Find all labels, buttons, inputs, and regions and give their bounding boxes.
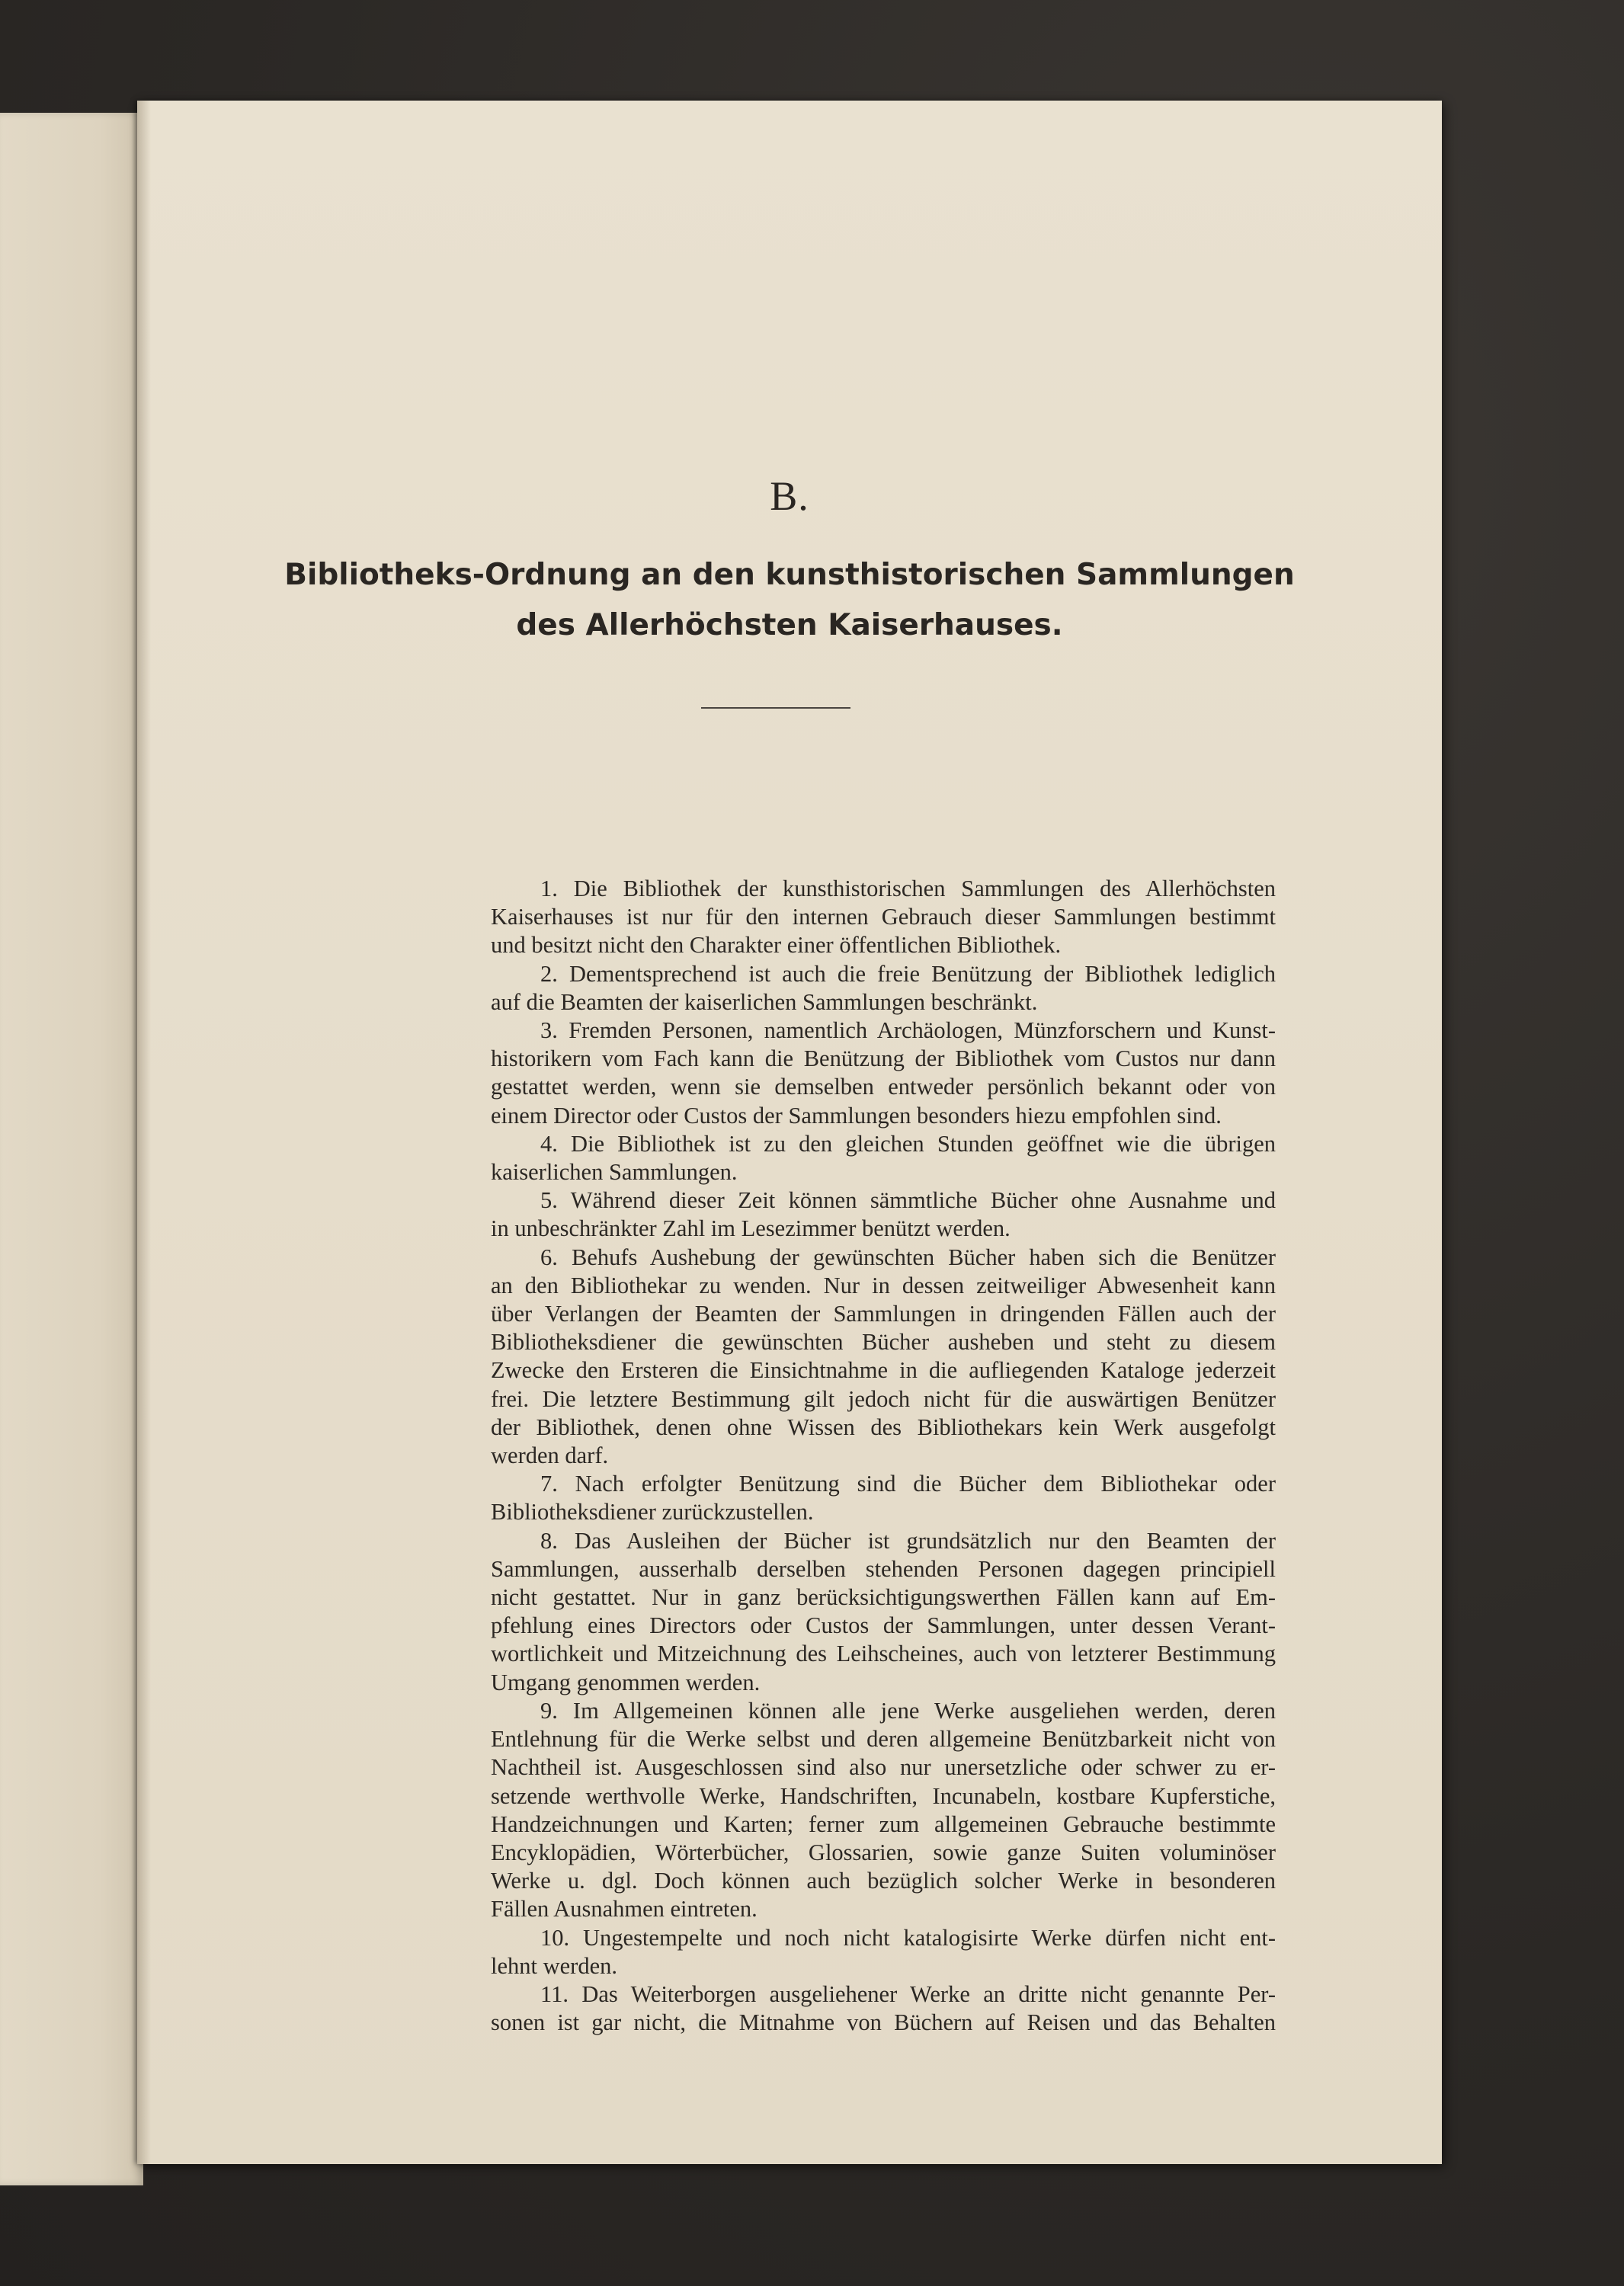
body-line: lehnt werden.: [491, 1952, 617, 1979]
body-line: einem Director oder Custos der Sammlungen besonders hiezu empfohlen sind.: [491, 1102, 1222, 1129]
body-line: Handzeichnungen und Karten; ferner zum allgemeinen Gebrauche bestimmte: [491, 1811, 1276, 1837]
body-line: Bibliotheksdiener zurückzustellen.: [491, 1499, 814, 1526]
document-page: [137, 101, 1442, 2164]
body-line: wortlichkeit und Mitzeichnung des Leihscheines, auch von letzterer Bestimmung: [491, 1641, 1276, 1667]
body-line: Nachtheil ist. Ausgeschlossen sind also nur unersetzliche oder schwer zu er-: [491, 1754, 1276, 1781]
body-line: in unbeschränkter Zahl im Lesezimmer benützt werden.: [491, 1215, 1011, 1242]
body-line: Entlehnung für die Werke selbst und deren allgemeine Benützbarkeit nicht von: [491, 1726, 1276, 1753]
body-line: 6. Behufs Aushebung der gewünschten Bücher haben sich die Benützer: [540, 1244, 1276, 1270]
facing-page-edge: [0, 113, 143, 2185]
body-line: 1. Die Bibliothek der kunsthistorischen Sammlungen des Allerhöchsten: [540, 876, 1276, 901]
document-title: [137, 550, 1442, 651]
title-divider: [701, 707, 850, 709]
body-line: Umgang genommen werden.: [491, 1669, 761, 1695]
body-line: nicht gestattet. Nur in ganz berücksichtigungswerthen Fällen kann auf Em-: [491, 1584, 1276, 1611]
body-line: über Verlangen der Beamten der Sammlungen in dringenden Fällen auch der: [491, 1301, 1276, 1327]
body-line: der Bibliothek, denen ohne Wissen des Bibliothekars kein Werk ausgefolgt: [491, 1414, 1276, 1440]
title-line: des Allerhöchsten Kaiserhauses.: [516, 608, 1063, 642]
body-line: Sammlungen, ausserhalb derselben stehenden Personen dagegen principiell: [491, 1555, 1276, 1582]
body-line: 3. Fremden Personen, namentlich Archäologen, Münzforschern und Kunst-: [540, 1017, 1276, 1044]
body-line: kaiserlichen Sammlungen.: [491, 1159, 738, 1186]
body-line: Zwecke den Ersteren die Einsichtnahme in die aufliegenden Kataloge jederzeit: [491, 1357, 1276, 1384]
body-line: 8. Das Ausleihen der Bücher ist grundsätzlich nur den Beamten der: [540, 1527, 1276, 1554]
body-line: und besitzt nicht den Charakter einer öffentlichen Bibliothek.: [491, 932, 1062, 959]
body-line: 2. Dementsprechend ist auch die freie Benützung der Bibliothek lediglich: [540, 960, 1276, 987]
body-line: 11. Das Weiterborgen ausgeliehener Werke an dritte nicht genannte Per-: [540, 1980, 1276, 2007]
section-letter: B.: [770, 473, 809, 519]
body-line: 7. Nach erfolgter Benützung sind die Bücher dem Bibliothekar oder: [540, 1471, 1276, 1497]
body-line: auf die Beamten der kaiserlichen Sammlungen beschränkt.: [491, 988, 1038, 1015]
body-line: gestattet werden, wenn sie demselben entweder persönlich bekannt oder von: [491, 1074, 1276, 1100]
body-line: Werke u. dgl. Doch können auch bezüglich solcher Werke in besonderen: [491, 1868, 1276, 1894]
body-line: 10. Ungestempelte und noch nicht katalogisirte Werke dürfen nicht ent-: [540, 1924, 1276, 1951]
body-line: Kaiserhauses ist nur für den internen Gebrauch dieser Sammlungen bestimmt: [491, 904, 1276, 930]
body-line: Bibliotheksdiener die gewünschten Bücher ausheben und steht zu diesem: [491, 1329, 1276, 1356]
body-line: Fällen Ausnahmen eintreten.: [491, 1896, 758, 1923]
body-line: werden darf.: [491, 1442, 609, 1469]
body-line: frei. Die letztere Bestimmung gilt jedoch nicht für die auswärtigen Benützer: [491, 1385, 1276, 1412]
body-line: 5. Während dieser Zeit können sämmtliche Bücher ohne Ausnahme und: [540, 1187, 1276, 1214]
body-line: Encyklopädien, Wörterbücher, Glossarien, sowie ganze Suiten voluminöser: [491, 1839, 1276, 1865]
body-line: pfehlung eines Directors oder Custos der Sammlungen, unter dessen Verant-: [491, 1612, 1276, 1639]
body-line: setzende werthvolle Werke, Handschriften, Incunabeln, kostbare Kupferstiche,: [491, 1782, 1276, 1809]
body-line: an den Bibliothekar zu wenden. Nur in dessen zeitweiliger Abwesenheit kann: [491, 1272, 1276, 1298]
body-line: sonen ist gar nicht, die Mitnahme von Büchern auf Reisen und das Behalten: [491, 2009, 1276, 2036]
body-line: 4. Die Bibliothek ist zu den gleichen Stunden geöffnet wie die übrigen: [540, 1130, 1276, 1157]
body-line: 9. Im Allgemeinen können alle jene Werke ausgeliehen werden, deren: [540, 1697, 1276, 1724]
regulations-text: [491, 875, 1276, 2037]
title-line: Bibliotheks-Ordnung an den kunsthistorischen Sammlungen: [284, 558, 1295, 592]
body-line: historikern vom Fach kann die Benützung der Bibliothek vom Custos nur dann: [491, 1045, 1276, 1072]
